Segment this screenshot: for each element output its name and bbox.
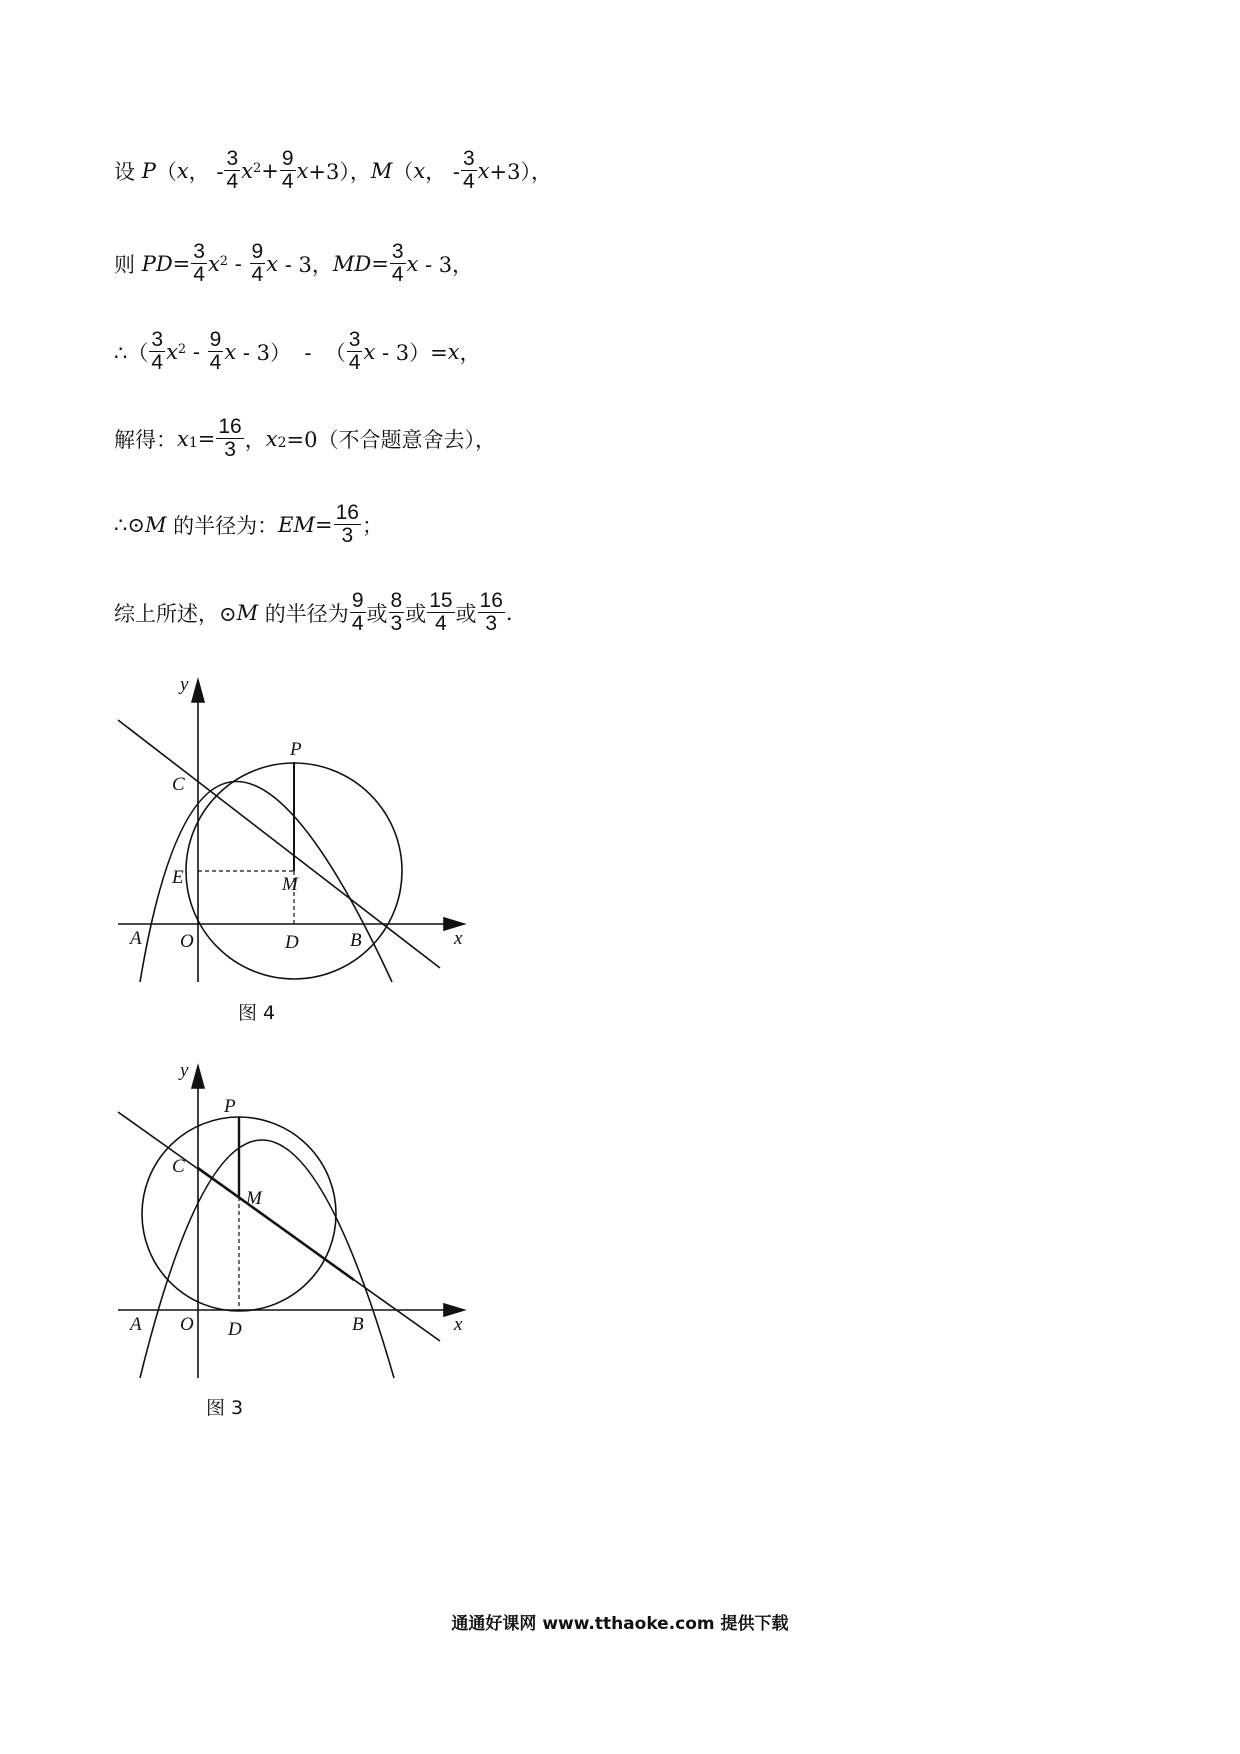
var: M — [370, 158, 393, 183]
label-a: A — [130, 1314, 142, 1335]
line-cb-bold — [198, 1168, 354, 1280]
label-b: B — [352, 1314, 364, 1335]
fraction — [390, 241, 406, 286]
text: 或 — [366, 601, 388, 626]
numerator: 15 — [429, 589, 453, 612]
figure-4-diagram — [114, 672, 474, 982]
denominator: 3 — [224, 438, 236, 461]
numerator: 16 — [218, 415, 242, 438]
fraction — [191, 241, 207, 286]
numerator: 3 — [348, 328, 361, 351]
footer-text: 通通好课网 www.tthaoke.com 提供下载 — [451, 1614, 789, 1634]
text: - 3， — [418, 252, 474, 277]
text: 设 — [114, 159, 135, 184]
text: 的半径为： — [166, 513, 279, 538]
numerator: 9 — [251, 240, 264, 263]
var: PD — [141, 251, 173, 276]
text: - — [186, 339, 207, 364]
y-axis-arrow — [192, 680, 204, 702]
exponent: 2 — [252, 161, 262, 176]
fraction — [208, 329, 224, 374]
solution-line-6 — [114, 590, 513, 635]
numerator: 3 — [463, 147, 475, 170]
var: x — [413, 158, 426, 183]
denominator: 3 — [390, 612, 403, 635]
text: ， - — [188, 159, 224, 184]
var: x — [406, 251, 419, 276]
var: x — [296, 158, 309, 183]
var: x — [177, 426, 189, 451]
numerator: 9 — [281, 147, 294, 170]
label-p: P — [290, 739, 302, 760]
y-axis-arrow — [192, 1066, 204, 1088]
label-o: O — [180, 1314, 194, 1335]
label-p: P — [224, 1096, 236, 1117]
numerator: 3 — [193, 240, 205, 263]
text: 的半径为 — [258, 601, 349, 626]
text: - 3， — [278, 252, 333, 277]
var: M — [236, 600, 259, 625]
figure-4-caption: 图 4 — [238, 1002, 276, 1024]
denominator: 4 — [209, 351, 222, 374]
solution-line-1 — [114, 148, 552, 193]
text: 或 — [405, 601, 427, 626]
label-d: D — [285, 932, 299, 953]
fraction — [280, 148, 296, 193]
denominator: 4 — [151, 351, 164, 374]
fraction — [427, 590, 454, 635]
fraction — [224, 148, 240, 193]
label-c: C — [172, 774, 185, 795]
text: =0（不合题意舍去）， — [286, 427, 496, 452]
solution-line-5 — [114, 502, 383, 547]
denominator: 4 — [391, 263, 404, 286]
text: ， — [244, 427, 266, 452]
denominator: 4 — [463, 170, 475, 193]
text: - 3） - （ — [236, 340, 346, 365]
text: ， - — [425, 159, 461, 184]
label-x: x — [454, 1314, 463, 1335]
var: x — [224, 339, 237, 364]
fraction — [334, 502, 361, 547]
figure-3-diagram — [114, 1058, 474, 1378]
var: M — [144, 512, 167, 537]
text: ∴（ — [114, 340, 149, 365]
label-b: B — [350, 930, 362, 951]
numerator: 16 — [479, 589, 503, 612]
numerator: 9 — [209, 328, 222, 351]
text: +3）， — [308, 159, 371, 184]
solution-line-2 — [114, 241, 473, 286]
text: ， — [459, 340, 481, 365]
label-e: E — [172, 867, 184, 888]
text: 解得： — [114, 427, 177, 452]
denominator: 4 — [351, 612, 364, 635]
label-a: A — [130, 928, 142, 949]
var: x — [266, 251, 279, 276]
var: x — [265, 426, 278, 451]
exponent: 2 — [219, 254, 229, 269]
var: P — [141, 158, 156, 183]
text: 则 — [114, 252, 135, 277]
text: （ — [392, 159, 414, 184]
numerator: 3 — [226, 147, 239, 170]
fraction — [461, 148, 477, 193]
numerator: 9 — [351, 589, 364, 612]
fraction — [389, 590, 405, 635]
exponent: 2 — [177, 342, 187, 357]
denominator: 4 — [348, 351, 361, 374]
text: （ — [155, 159, 177, 184]
fraction — [350, 590, 366, 635]
text: - 3）= — [375, 340, 448, 365]
var: x — [447, 339, 460, 364]
fraction — [216, 416, 243, 461]
var: x — [363, 339, 376, 364]
label-d: D — [228, 1319, 242, 1340]
solution-line-3 — [114, 329, 481, 374]
fraction — [347, 329, 363, 374]
var: MD — [332, 251, 372, 276]
text: +3）， — [489, 159, 553, 184]
text: = — [371, 251, 389, 276]
line-cb — [118, 720, 440, 968]
solution-line-4 — [114, 416, 496, 461]
var: x — [207, 251, 220, 276]
text: . — [505, 600, 513, 625]
label-y: y — [180, 1060, 189, 1081]
fraction — [250, 241, 266, 286]
label-o: O — [180, 931, 194, 952]
subscript: 1 — [188, 434, 198, 451]
denominator: 4 — [435, 612, 447, 635]
numerator: 16 — [335, 501, 359, 524]
text: = — [197, 426, 216, 451]
text: = — [172, 251, 191, 276]
var: x — [477, 158, 490, 183]
label-x: x — [454, 928, 463, 949]
text: 综上所述，⊙ — [114, 601, 237, 626]
numerator: 8 — [390, 589, 403, 612]
denominator: 4 — [251, 263, 264, 286]
denominator: 4 — [226, 170, 239, 193]
var: x — [241, 158, 253, 183]
text: 或 — [455, 601, 477, 626]
label-m: M — [282, 874, 298, 895]
label-m: M — [246, 1188, 262, 1209]
numerator: 3 — [151, 328, 164, 351]
denominator: 4 — [281, 170, 294, 193]
numerator: 3 — [391, 240, 404, 263]
denominator: 3 — [341, 524, 354, 547]
var: x — [176, 158, 189, 183]
text: = — [315, 512, 333, 537]
text: ； — [361, 513, 383, 538]
var: x — [166, 339, 178, 364]
text: + — [261, 158, 279, 183]
denominator: 3 — [485, 612, 498, 635]
var: EM — [278, 512, 316, 537]
label-y: y — [180, 674, 189, 695]
text: ∴⊙ — [114, 512, 145, 537]
denominator: 4 — [193, 263, 205, 286]
figure-3-caption: 图 3 — [206, 1397, 244, 1419]
label-c: C — [172, 1156, 185, 1177]
fraction — [478, 590, 505, 635]
fraction — [149, 329, 165, 374]
text: - — [228, 251, 249, 276]
subscript: 2 — [277, 434, 287, 451]
